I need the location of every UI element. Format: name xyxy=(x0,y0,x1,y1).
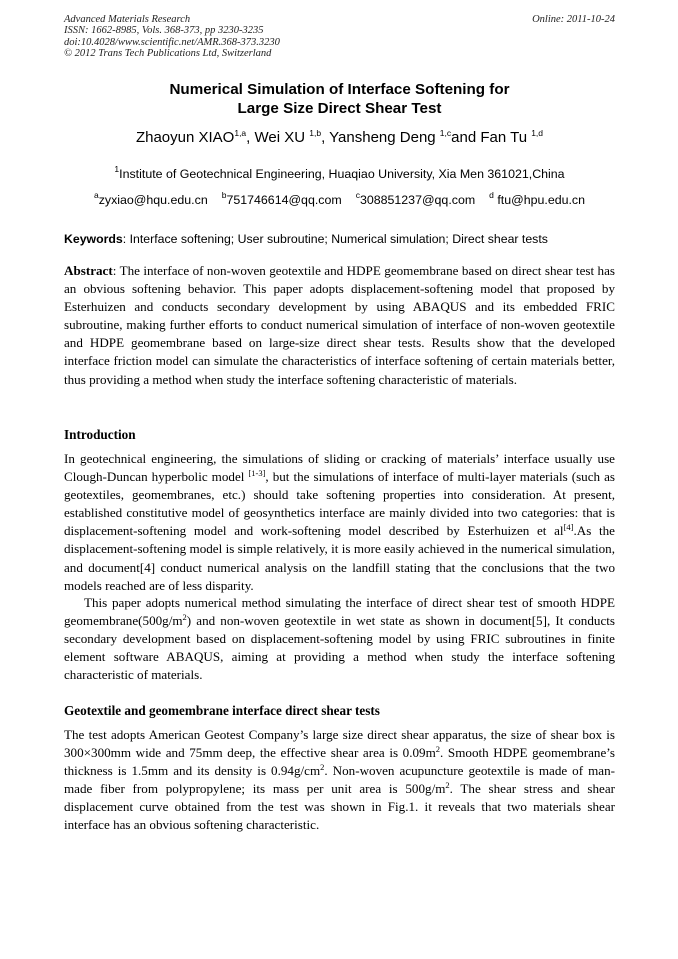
author-name: Yansheng Deng xyxy=(329,129,440,146)
superscript: 2 xyxy=(182,612,187,623)
author-name: Wei XU xyxy=(254,129,310,146)
section-2-heading: Geotextile and geomembrane interface direct shear tests xyxy=(64,703,380,718)
citation-ref[interactable]: [1-3] xyxy=(248,468,266,479)
affiliation-sup: 1 xyxy=(114,164,120,174)
author-name: Fan Tu xyxy=(480,129,532,146)
author-sup: 1,a xyxy=(234,128,247,138)
abstract xyxy=(64,262,615,389)
email-address[interactable]: ftu@hpu.edu.cn xyxy=(493,193,586,207)
journal-header xyxy=(64,14,424,59)
email-list xyxy=(64,192,615,208)
author-sep: , xyxy=(246,129,255,146)
author-sep: and xyxy=(451,129,481,146)
text-run: In geotechnical engineering, the simulations of sliding or cracking of materials’ interface usually use Clough-Duncan hyperbolic model xyxy=(64,451,615,485)
keywords-text: : Interface softening; User subroutine; Numerical simulation; Direct shear tests xyxy=(122,232,548,246)
abstract-text: : The interface of non-woven geotextile and HDPE geomembrane based on direct shear test has an obvious softening behavior. This paper adopts displacement-softening model that proposed by Esterhuizen and conducts secondary development by using ABAQUS and its embedded FRIC subroutine, making further efforts to conduct numerical simulation of interface of non-woven geotextile and HDPE geomembrane based on large-size direct shear tests. Results show that the developed interface friction model can simulate the characteristics of interface softening of certain materials better, thus providing a method when study the interface softening characteristic of materials. xyxy=(64,263,615,387)
citation-ref[interactable]: [4] xyxy=(563,522,574,533)
copyright-line: © 2012 Trans Tech Publications Ltd, Switzerland xyxy=(64,47,272,59)
abstract-label: Abstract xyxy=(64,263,113,278)
text-run: . Non-woven acupuncture geotextile is made of man-made fiber from polypropylene; its mass per unit area is 500g/m xyxy=(64,763,615,797)
introduction-paragraph-2 xyxy=(64,594,615,684)
email-sup: c xyxy=(355,190,360,200)
author-sup: 1,d xyxy=(531,128,544,138)
paper-title xyxy=(64,80,615,118)
author-name: Zhaoyun XIAO xyxy=(135,129,235,146)
keywords xyxy=(64,231,615,247)
email-sup: d xyxy=(489,190,494,200)
affiliation-text: Institute of Geotechnical Engineering, Huaqiao University, Xia Men 361021,China xyxy=(119,167,565,181)
text-run: The test adopts American Geotest Company’s large size direct shear apparatus, the size of shear box is 300×300mm wide and 75mm deep, the effective shear area is 0.09m xyxy=(64,727,615,761)
introduction-paragraph-1 xyxy=(64,450,615,595)
section-2-paragraph xyxy=(64,726,615,835)
journal-name: Advanced Materials Research xyxy=(64,14,191,25)
issn-line: ISSN: 1662-8985, Vols. 368-373, pp 3230-3235 xyxy=(64,25,264,37)
email-sup: a xyxy=(93,190,99,200)
affiliation xyxy=(64,166,615,182)
email-address[interactable]: zyxiao@hqu.edu.cn xyxy=(98,193,208,207)
author-sep: , xyxy=(321,129,330,146)
text-run: ) and non-woven geotextile in wet state as shown in document[5], It conducts secondary development based on displacement-softening model by using FRIC subroutines in finite element software ABAQUS, aiming at providing a method when study the interface softening characteristic of materials. xyxy=(64,613,615,683)
title-line-1: Numerical Simulation of Interface Softening for xyxy=(169,81,510,98)
text-run: . Smooth HDPE geomembrane’s thickness is 1.5mm and its density is 0.94g/cm xyxy=(64,745,615,779)
superscript: 2 xyxy=(435,744,441,755)
doi-line: doi:10.4028/www.scientific.net/AMR.368-373.3230 xyxy=(64,36,280,48)
superscript: 2 xyxy=(445,780,450,791)
author-list xyxy=(64,128,615,148)
email-sup: b xyxy=(221,190,227,200)
email-address[interactable]: 751746614@qq.com xyxy=(226,193,342,207)
online-date: Online: 2011-10-24 xyxy=(532,14,615,25)
text-run: , but the simulations of interface of multi-layer materials (such as geotextiles, geomembranes, etc.) should take softening properties into consideration. At present, established constitutive model of geosynthetics interface are mainly divided into two categories: that is displacement-softening model and work-softening model described by Esterhuizen et al xyxy=(64,469,616,539)
text-run: .As the displacement-softening model is simple relatively, it is more easily achieved in the numerical simulation, and document[4] conduct numerical analysis on the landfill stating that the conclusions that the two models reached are of less disparity. xyxy=(64,523,615,593)
text-run: This paper adopts numerical method simulating the interface of direct shear test of smooth HDPE geomembrane(500g/m xyxy=(64,595,615,629)
author-sup: 1,c xyxy=(439,128,452,138)
superscript: 2 xyxy=(320,762,325,773)
title-line-2: Large Size Direct Shear Test xyxy=(237,100,442,117)
email-address[interactable]: 308851237@qq.com xyxy=(359,193,476,207)
introduction-heading: Introduction xyxy=(64,427,136,442)
keywords-label: Keywords xyxy=(64,232,123,246)
author-sup: 1,b xyxy=(309,128,322,138)
text-run: . The shear stress and shear displacement curve obtained from the test was shown in Fig.1. it reveals that two materials shear interface has an obvious softening characteristic. xyxy=(64,781,616,833)
